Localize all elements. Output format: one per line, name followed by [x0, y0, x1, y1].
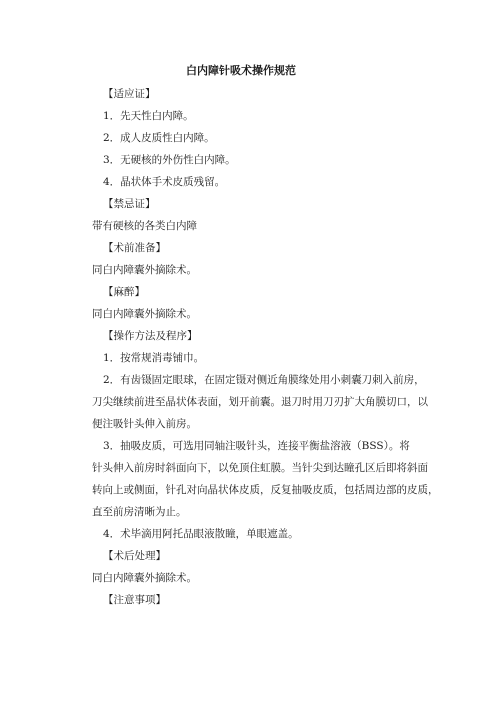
procedure-step-2-line: 2．有齿镊固定眼球，在固定镊对侧近角膜缘处用小刺囊刀刺入前房，	[103, 374, 425, 386]
anesthesia-text: 同白内障囊外摘除术。	[92, 308, 197, 320]
preop-text: 同白内障囊外摘除术。	[92, 264, 197, 276]
document-title: 白内障针吸术操作规范	[186, 64, 296, 77]
postop-text: 同白内障囊外摘除术。	[92, 572, 197, 584]
contraindications-text: 带有硬核的各类白内障	[92, 220, 197, 232]
indications-heading: 【适应证】	[103, 88, 156, 100]
indication-item: 2．成人皮质性白内障。	[103, 132, 215, 144]
procedure-step-2-line: 刀尖继续前进至晶状体表面，划开前囊。退刀时用刀刃扩大角膜切口，以	[92, 396, 428, 408]
procedure-step-2-line: 便注吸针头伸入前房。	[92, 418, 197, 430]
anesthesia-heading: 【麻醉】	[103, 286, 145, 298]
procedure-step-3-line: 直至前房清晰为止。	[92, 506, 187, 518]
preop-heading: 【术前准备】	[103, 242, 166, 254]
procedure-step-4: 4．术毕滴用阿托品眼液散瞳，单眼遮盖。	[103, 528, 299, 540]
procedure-heading: 【操作方法及程序】	[103, 330, 198, 342]
contraindications-heading: 【禁忌证】	[103, 198, 156, 210]
indication-item: 4．晶状体手术皮质残留。	[103, 176, 226, 188]
indication-item: 3．无硬核的外伤性白内障。	[103, 154, 236, 166]
procedure-step-3-line: 3．抽吸皮质，可选用同轴注吸针头，连接平衡盐溶液（BSS）。将	[103, 440, 410, 452]
indication-item: 1．先天性白内障。	[103, 110, 194, 122]
procedure-step-1: 1．按常规消毒铺巾。	[103, 352, 205, 364]
notes-heading: 【注意事项】	[103, 594, 166, 606]
procedure-step-3-line: 针头伸入前房时斜面向下，以免顶住虹膜。当针尖到达瞳孔区后即将斜面	[92, 462, 428, 474]
postop-heading: 【术后处理】	[103, 550, 166, 562]
procedure-step-3-line: 转向上或侧面，针孔对向晶状体皮质，反复抽吸皮质，包括周边部的皮质，	[92, 484, 439, 496]
